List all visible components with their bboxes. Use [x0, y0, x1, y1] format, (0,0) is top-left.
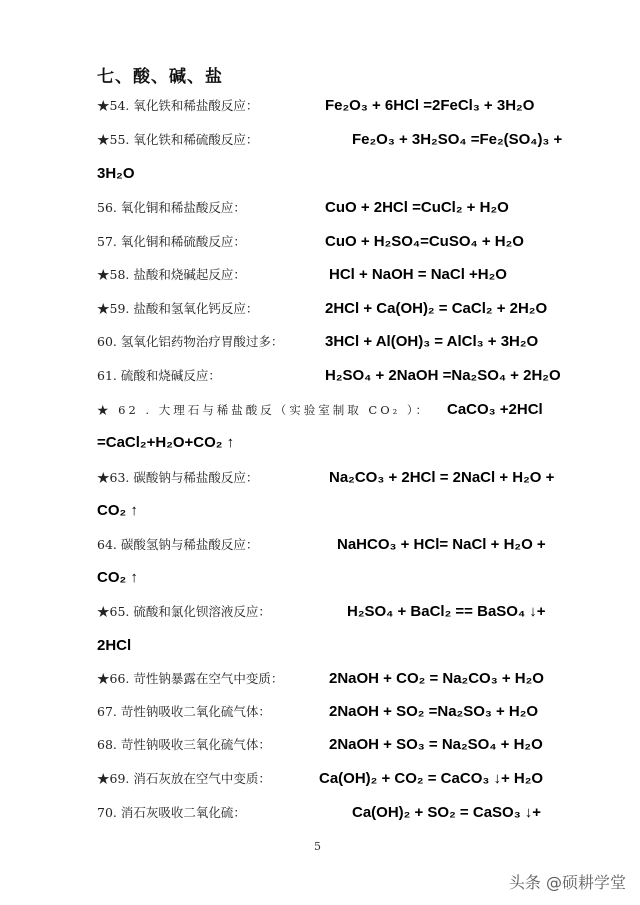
reaction-equation: 2NaOH + CO₂ = Na₂CO₃ + H₂O	[329, 670, 544, 687]
reaction-67	[97, 700, 548, 724]
reaction-label: ★ 62 . 大理石与稀盐酸反（实验室制取 CO₂ ）：	[97, 403, 431, 417]
section-title: 七、酸、碱、盐	[97, 67, 223, 87]
reaction-label: ★55. 氧化铁和稀硫酸反应：	[97, 132, 259, 147]
reaction-label: 56. 氧化铜和稀盐酸反应：	[97, 200, 246, 215]
reaction-equation: Ca(OH)₂ + SO₂ = CaSO₃ ↓+	[352, 804, 542, 821]
watermark: 头条 @硕耕学堂	[508, 873, 626, 892]
reaction-label: ★54. 氧化铁和稀盐酸反应：	[97, 98, 259, 113]
reaction-56	[97, 196, 548, 220]
reaction-equation: 2HCl + Ca(OH)₂ = CaCl₂ + 2H₂O	[325, 300, 548, 317]
page-number: 5	[314, 840, 321, 853]
reaction-equation: 2NaOH + SO₃ = Na₂SO₄ + H₂O	[329, 736, 543, 753]
reaction-68	[97, 733, 548, 757]
reaction-60	[97, 330, 548, 354]
reaction-59	[97, 297, 548, 321]
reaction-66	[97, 667, 548, 691]
reaction-equation: NaHCO₃ + HCl= NaCl + H₂O +	[337, 536, 546, 553]
reaction-label: 68. 苛性钠吸收三氧化硫气体：	[97, 737, 271, 752]
reaction-equation: H₂SO₄ + BaCl₂ == BaSO₄ ↓+	[347, 603, 546, 620]
reaction-equation: CuO + 2HCl =CuCl₂ + H₂O	[325, 199, 509, 216]
reaction-64	[97, 533, 548, 557]
reaction-label: ★65. 硫酸和氯化钡溶液反应：	[97, 604, 271, 619]
reaction-58	[97, 263, 548, 287]
reaction-61	[97, 364, 561, 388]
reaction-65	[97, 600, 548, 624]
reaction-label: 67. 苛性钠吸收二氧化硫气体：	[97, 704, 271, 719]
reaction-label: ★69. 消石灰放在空气中变质：	[97, 771, 271, 786]
reaction-equation: 3HCl + Al(OH)₃ = AlCl₃ + 3H₂O	[325, 333, 539, 350]
reaction-continuation: CO₂ ↑	[97, 569, 138, 586]
reaction-54	[97, 94, 548, 118]
reaction-label: ★63. 碳酸钠与稀盐酸反应：	[97, 470, 259, 485]
reaction-55	[97, 128, 563, 152]
reaction-70	[97, 801, 548, 825]
reaction-69	[97, 767, 548, 791]
reaction-label: ★58. 盐酸和烧碱起反应：	[97, 267, 246, 282]
reaction-continuation: CO₂ ↑	[97, 502, 138, 519]
reaction-label: 57. 氧化铜和稀硫酸反应：	[97, 234, 246, 249]
reaction-label: 64. 碳酸氢钠与稀盐酸反应：	[97, 537, 259, 552]
reaction-equation: Fe₂O₃ + 6HCl =2FeCl₃ + 3H₂O	[325, 97, 535, 114]
reaction-continuation: 3H₂O	[97, 165, 135, 182]
reaction-continuation: =CaCl₂+H₂O+CO₂ ↑	[97, 434, 235, 451]
reaction-equation: Fe₂O₃ + 3H₂SO₄ =Fe₂(SO₄)₃ +	[352, 131, 563, 148]
reaction-equation: HCl + NaOH = NaCl +H₂O	[329, 266, 507, 283]
reaction-equation: 2NaOH + SO₂ =Na₂SO₃ + H₂O	[329, 703, 539, 720]
reaction-62	[97, 398, 548, 422]
reaction-label: ★59. 盐酸和氢氧化钙反应：	[97, 301, 259, 316]
reaction-continuation: 2HCl	[97, 637, 132, 654]
reaction-label: ★66. 苛性钠暴露在空气中变质：	[97, 671, 284, 686]
reaction-equation: Na₂CO₃ + 2HCl = 2NaCl + H₂O +	[329, 469, 555, 486]
reaction-63	[97, 466, 555, 490]
reaction-label: 60. 氢氧化铝药物治疗胃酸过多：	[97, 334, 284, 349]
reaction-label: 70. 消石灰吸收二氧化硫：	[97, 805, 246, 820]
reaction-equation: H₂SO₄ + 2NaOH =Na₂SO₄ + 2H₂O	[325, 367, 561, 384]
reaction-label: 61. 硫酸和烧碱反应：	[97, 368, 221, 383]
reaction-equation: CuO + H₂SO₄=CuSO₄ + H₂O	[325, 233, 524, 250]
reaction-equation: Ca(OH)₂ + CO₂ = CaCO₃ ↓+ H₂O	[319, 770, 544, 787]
reaction-57	[97, 230, 548, 254]
reaction-equation: CaCO₃ +2HCl	[447, 401, 543, 418]
